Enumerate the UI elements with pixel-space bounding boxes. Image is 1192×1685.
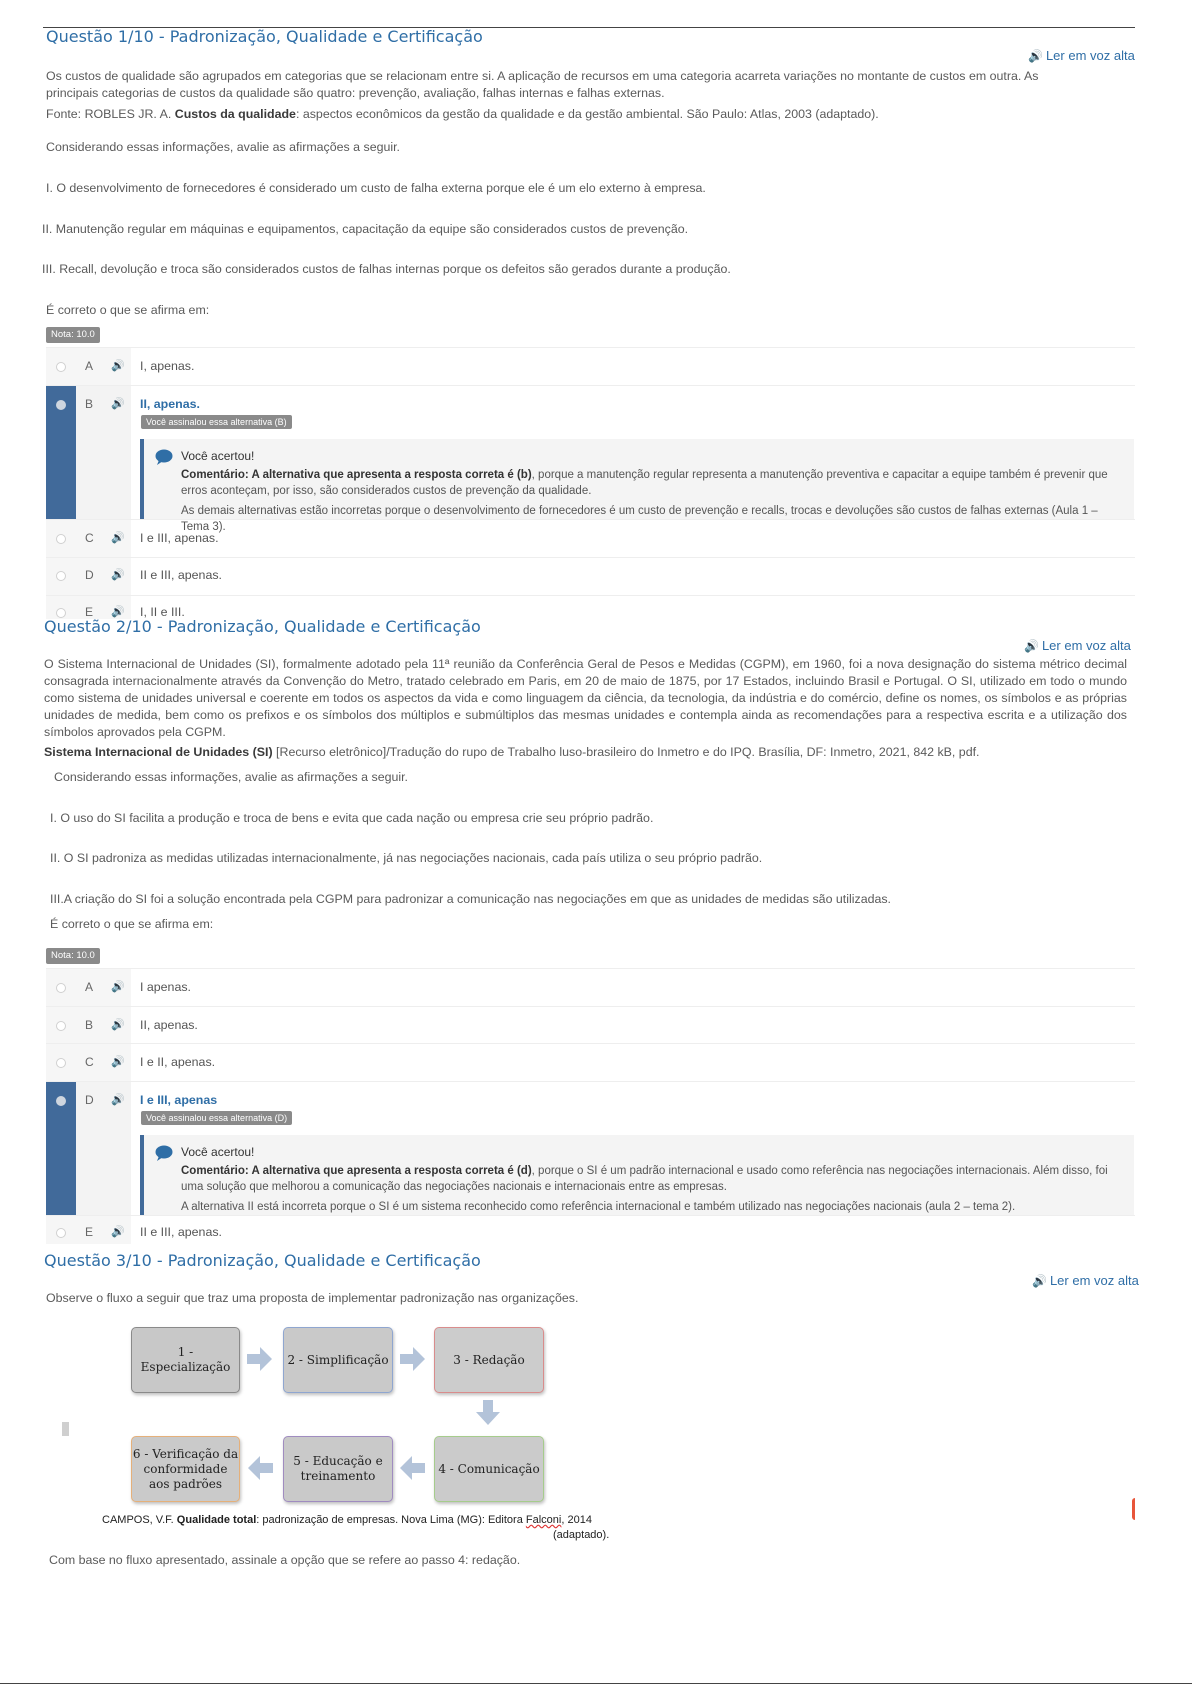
option-text: II e III, apenas. (140, 568, 222, 582)
radio-button[interactable] (56, 534, 66, 544)
speaker-icon: 🔊 (1028, 49, 1043, 63)
option-letter: C (85, 1055, 94, 1069)
flow-step-6: 6 - Verificação da conformidade aos padrões (131, 1436, 240, 1502)
flow-arrow-down (476, 1400, 500, 1425)
option-text: I, apenas. (140, 359, 195, 373)
option-text: II e III, apenas. (140, 1225, 222, 1239)
q1-intro: Os custos de qualidade são agrupados em categorias que se relacionam entre si. A aplicação de recursos em uma categoria acarreta variações no montante de custos em outra. As principais categorias de custos da qualidade são quatro: prevenção, avaliação, falhas internas e falhas externas. (46, 69, 1039, 100)
question-3-title: Questão 3/10 - Padronização, Qualidade e Certificação (44, 1251, 481, 1270)
option-letter: B (85, 1018, 94, 1032)
radio-button[interactable] (56, 571, 66, 581)
q2-statement-2: II. O SI padroniza as medidas utilizadas internacionalmente, já nas negociações nacionais, cada país utiliza o seu próprio padrão. (50, 851, 763, 865)
flow-step-5: 5 - Educação e treinamento (283, 1436, 393, 1502)
option-text: II, apenas. (140, 397, 200, 411)
speaker-icon[interactable]: 🔊 (111, 981, 125, 993)
q1-option-b[interactable] (46, 385, 1135, 533)
question-2-title: Questão 2/10 - Padronização, Qualidade e Certificação (44, 617, 481, 636)
speaker-icon[interactable]: 🔊 (111, 398, 125, 410)
q1-statement-1: I. O desenvolvimento de fornecedores é considerado um custo de falha externa porque ele é um elo externo à empresa. (46, 181, 706, 195)
q1-source: Fonte: ROBLES JR. A. Custos da qualidade: aspectos econômicos da gestão da qualidade e da gestão ambiental. São Paulo: Atlas, 2003 (adaptado). (46, 107, 879, 121)
q1-feedback-box (140, 439, 1134, 533)
feedback-comment: Comentário: A alternativa que apresenta a resposta correta é (b), porque a manutenção regular representa a manutenção preventiva e capacitar a equipe também é prevenir que erros aconteçam, por isso, são considerados custos de prevenção da qualidade. As demais alternativas estão incorretas porque o desenvolvimento de fornecedores é um custo de prevenção e recalls, trocas e devoluções são custos de falhas externas (Aula 1 – Tema 3). (181, 469, 1108, 533)
option-text: I e III, apenas. (140, 531, 219, 545)
q1-read-aloud-link[interactable]: 🔊 Ler em voz alta (1028, 48, 1135, 63)
q1-statement-3: III. Recall, devolução e troca são considerados custos de falhas internas porque os defeitos são gerados durante a produção. (42, 262, 731, 276)
radio-button[interactable] (56, 362, 66, 372)
radio-button[interactable] (56, 1096, 66, 1106)
q1-question: É correto o que se afirma em: (46, 303, 210, 317)
option-letter: E (85, 605, 94, 619)
q1-option-c[interactable] (46, 519, 1135, 558)
selected-alternative-badge: Você assinalou essa alternativa (B) (141, 415, 292, 429)
radio-button[interactable] (56, 1058, 66, 1068)
q1-grade-badge: Nota: 10.0 (46, 327, 100, 343)
option-text: II, apenas. (140, 1018, 198, 1032)
speaker-icon[interactable]: 🔊 (111, 1094, 125, 1106)
q2-feedback-box (140, 1135, 1134, 1216)
q3-question: Com base no fluxo apresentado, assinale a opção que se refere ao passo 4: redação. (49, 1553, 521, 1567)
q2-option-c[interactable] (46, 1043, 1135, 1082)
option-letter: D (85, 1093, 94, 1107)
feedback-heading: Você acertou! (181, 449, 255, 463)
speaker-icon[interactable]: 🔊 (111, 1056, 125, 1068)
flow-arrow-right (400, 1347, 425, 1371)
speaker-icon[interactable]: 🔊 (111, 360, 125, 372)
floating-tab-edge[interactable] (1132, 1498, 1135, 1520)
q3-read-aloud-link[interactable]: 🔊 Ler em voz alta (1032, 1273, 1139, 1288)
selected-alternative-badge: Você assinalou essa alternativa (D) (141, 1111, 292, 1125)
speaker-icon[interactable]: 🔊 (111, 1019, 125, 1031)
flow-arrow-left (248, 1456, 273, 1480)
speaker-icon[interactable]: 🔊 (111, 606, 125, 618)
option-letter: A (85, 359, 94, 373)
question-1-title: Questão 1/10 - Padronização, Qualidade e Certificação (46, 27, 483, 46)
flow-arrow-right (247, 1347, 272, 1371)
option-text: I, II e III. (140, 605, 185, 619)
feedback-comment: Comentário: A alternativa que apresenta a resposta correta é (d), porque o SI é um padrão internacional e usado como referência nas negociações internacionais. Além disso, foi uma solução que melhorou a comunicação das negociações nacionais e internacionais entre as empresas. A alternativa II está incorreta porque o SI é um sistema reconhecido como referência internacional e também utilizado nas negociações nacionais (aula 2 – tema 2). (181, 1165, 1108, 1213)
q2-statement-3: III.A criação do SI foi a solução encontrada pela CGPM para padronizar a comunicação nas negociações em que as unidades de medidas são utilizadas. (50, 892, 892, 906)
q2-option-e[interactable] (46, 1215, 1135, 1244)
speaker-icon: 🔊 (1032, 1274, 1047, 1288)
option-text: I e II, apenas. (140, 1055, 216, 1069)
speaker-icon[interactable]: 🔊 (111, 1226, 125, 1238)
speaker-icon: 🔊 (1024, 639, 1039, 653)
comment-bubble-icon (155, 1145, 173, 1161)
flow-step-1: 1 - Especialização (131, 1327, 240, 1393)
q2-question: É correto o que se afirma em: (50, 917, 214, 931)
scroll-marker (62, 1422, 69, 1436)
radio-button[interactable] (56, 400, 66, 410)
q3-citation: CAMPOS, V.F. Qualidade total: padronização de empresas. Nova Lima (MG): Editora Falconi, 2014 (102, 1514, 592, 1526)
q2-option-d[interactable] (46, 1081, 1135, 1216)
q2-intro: O Sistema Internacional de Unidades (SI), formalmente adotado pela 11ª reunião da Conferência Geral de Pesos e Medidas (CGPM), em 1960, foi a nova designação do sistema métrico decimal consagrada internacionalmente através da Convenção do Metro, tratado celebrado em Paris, em 20 de maio de 1875, por 17 Estados, incluindo Brasil e Portugal. O SI, utilizado em todo o mundo como sistema de unidades universal e coerente em todos os aspectos da vida e como linguagem da ciência, da tecnologia, da indústria e do comércio, define os nomes, os símbolos e as próprias unidades de medida, bem como os prefixos e os símbolos dos múltiplos e submúltiplos das mesmas unidades e contempla ainda as recomendações para a respectiva escrita e a utilização dos símbolos aprovados pela CGPM. (44, 657, 1127, 739)
option-text: I e III, apenas (140, 1093, 218, 1107)
q2-statement-1: I. O uso do SI facilita a produção e troca de bens e evita que cada nação ou empresa crie seu próprio padrão. (50, 811, 654, 825)
flow-arrow-left (400, 1456, 425, 1480)
q2-option-b[interactable] (46, 1006, 1135, 1044)
q2-considering: Considerando essas informações, avalie as afirmações a seguir. (54, 770, 409, 784)
q2-option-a[interactable] (46, 968, 1135, 1007)
q2-grade-badge: Nota: 10.0 (46, 948, 100, 964)
q2-source: Sistema Internacional de Unidades (SI) [Recurso eletrônico]/Tradução do rupo de Trabalho luso-brasileiro do Inmetro e do IPQ. Brasília, DF: Inmetro, 2021, 842 kB, pdf. (44, 745, 980, 759)
q2-read-aloud-link[interactable]: 🔊 Ler em voz alta (1024, 638, 1131, 653)
option-letter: A (85, 980, 94, 994)
flow-step-3: 3 - Redação (434, 1327, 544, 1393)
option-letter: E (85, 1225, 94, 1239)
radio-button[interactable] (56, 1228, 66, 1238)
option-letter: B (85, 397, 94, 411)
flow-step-4: 4 - Comunicação (434, 1436, 544, 1502)
q3-intro: Observe o fluxo a seguir que traz uma proposta de implementar padronização nas organizações. (46, 1291, 579, 1305)
speaker-icon[interactable]: 🔊 (111, 532, 125, 544)
q1-statement-2: II. Manutenção regular em máquinas e equipamentos, capacitação da equipe são considerados custos de prevenção. (42, 222, 689, 236)
feedback-heading: Você acertou! (181, 1145, 255, 1159)
flow-step-2: 2 - Simplificação (283, 1327, 393, 1393)
q1-considering: Considerando essas informações, avalie as afirmações a seguir. (46, 140, 401, 154)
q3-citation-line-2: (adaptado). (553, 1529, 610, 1541)
speaker-icon[interactable]: 🔊 (111, 569, 125, 581)
option-letter: C (85, 531, 94, 545)
option-letter: D (85, 568, 94, 582)
bottom-divider (0, 1683, 1192, 1684)
q1-option-a[interactable] (46, 347, 1135, 386)
radio-button[interactable] (56, 1021, 66, 1031)
q1-option-e[interactable] (46, 595, 1135, 619)
comment-bubble-icon (155, 449, 173, 465)
q1-option-d[interactable] (46, 557, 1135, 596)
radio-button[interactable] (56, 983, 66, 993)
option-text: I apenas. (140, 980, 191, 994)
